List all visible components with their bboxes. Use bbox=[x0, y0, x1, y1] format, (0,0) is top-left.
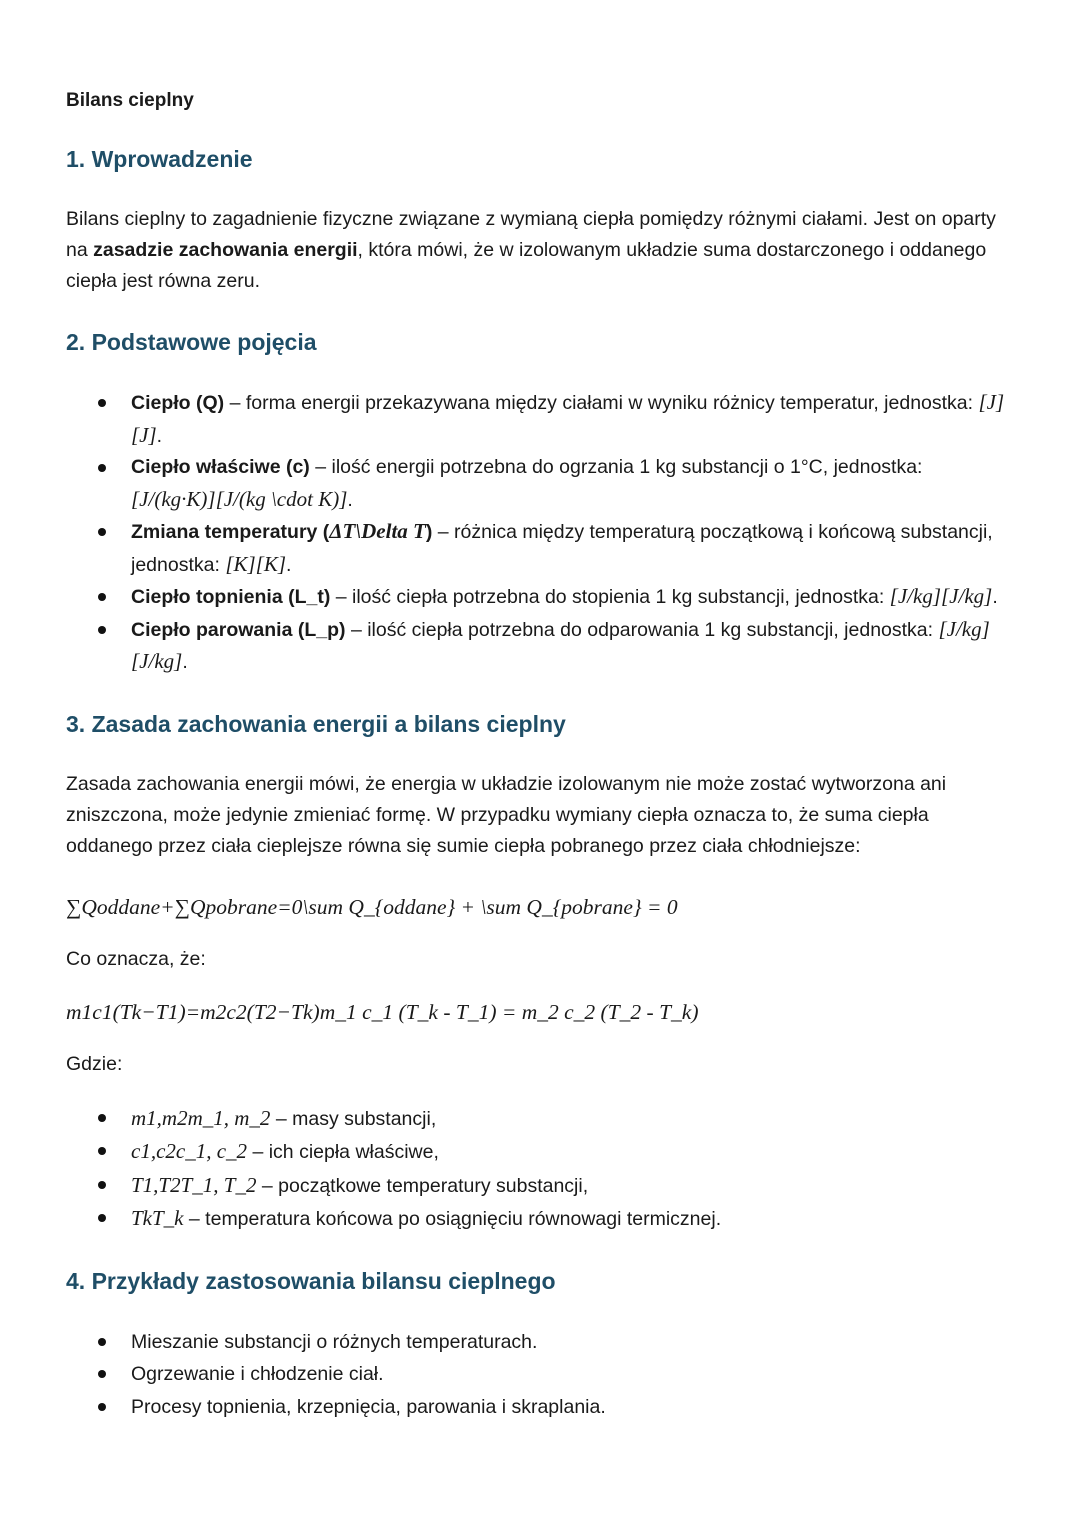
list-item bbox=[131, 387, 1010, 452]
list-item bbox=[131, 1169, 1010, 1203]
equation-sum: ∑Qoddane+∑Qpobrane=0\sum Q_{oddane} + \sum Q_{pobrane} = 0 bbox=[66, 894, 678, 919]
concept-unit: [J][J] bbox=[131, 390, 1005, 447]
section-heading-introduction: 1. Wprowadzenie bbox=[66, 146, 253, 172]
concept-desc: – ilość ciepła potrzebna do odparowania 1 kg substancji, jednostka: bbox=[345, 618, 939, 641]
variables-list bbox=[66, 1102, 1010, 1236]
variable-desc: – początkowe temperatury substancji, bbox=[256, 1174, 589, 1197]
variable-desc: – ich ciepła właściwe, bbox=[247, 1141, 439, 1163]
concept-end: . bbox=[182, 651, 188, 673]
concepts-list bbox=[66, 387, 1010, 679]
section-heading-basic-concepts: 2. Podstawowe pojęcia bbox=[66, 329, 317, 355]
list-item: Ogrzewanie i chłodzenie ciał. bbox=[131, 1358, 1010, 1391]
concept-end: . bbox=[992, 586, 998, 608]
variable-symbol: T1,T2T_1, T_2 bbox=[131, 1172, 257, 1197]
concept-end: . bbox=[347, 488, 353, 511]
list-item: Procesy topnienia, krzepnięcia, parowania i skraplania. bbox=[131, 1391, 1010, 1424]
section-heading-energy-conservation: 3. Zasada zachowania energii a bilans cieplny bbox=[66, 710, 566, 737]
list-item: Mieszanie substancji o różnych temperaturach. bbox=[131, 1326, 1010, 1359]
list-item bbox=[131, 614, 1010, 679]
list-item bbox=[131, 581, 1010, 614]
list-item bbox=[131, 1102, 1010, 1136]
introduction-paragraph bbox=[66, 204, 1010, 297]
energy-paragraph: Zasada zachowania energii mówi, że energia w układzie izolowanym nie może zostać wytworzona ani zniszczona, może jedynie zmieniać formę. W przypadku wymiany ciepła oznacza to, że suma ciepła oddanego przez ciała cieplejsze równa się sumie ciepła pobranego przez ciała chłodniejsze: bbox=[66, 772, 947, 857]
variable-symbol: TkT_k bbox=[131, 1206, 184, 1230]
variable-symbol: c1,c2c_1, c_2 bbox=[131, 1139, 248, 1163]
examples-list bbox=[66, 1326, 1010, 1424]
concept-desc: – ilość ciepła potrzebna do stopienia 1 kg substancji, jednostka: bbox=[330, 586, 890, 608]
concept-term-math: ΔT\Delta T bbox=[329, 519, 426, 543]
list-item bbox=[131, 516, 1010, 581]
concept-unit: [J/kg][J/kg] bbox=[131, 616, 990, 673]
intro-text-b: , która mówi, że w izolowanym układzie suma dostarczonego i oddanego ciepła jest równa zeru. bbox=[66, 239, 987, 292]
where-text: Gdzie: bbox=[66, 1052, 123, 1075]
concept-desc: – ilość energii potrzebna do ogrzania 1 kg substancji o 1°C, jednostka: bbox=[309, 456, 923, 478]
concept-term: Zmiana temperatury ( bbox=[131, 521, 330, 543]
section-heading-examples: 4. Przykłady zastosowania bilansu cieplnego bbox=[66, 1267, 556, 1294]
intro-text-a: Bilans cieplny to zagadnienie fizyczne związane z wymianą ciepła pomiędzy różnymi ciałami. Jest on oparty na bbox=[66, 208, 996, 261]
equation-balance: m1c1(Tk−T1)=m2c2(T2−Tk)m_1 c_1 (T_k - T_1) = m_2 c_2 (T_2 - T_k) bbox=[66, 999, 699, 1024]
concept-unit: [J/(kg·K)][J/(kg \cdot K)] bbox=[131, 486, 348, 511]
intro-text-bold: zasadzie zachowania energii bbox=[93, 239, 358, 261]
concept-end: . bbox=[286, 553, 292, 576]
concept-term: Ciepło właściwe (c) bbox=[131, 456, 310, 478]
list-item bbox=[131, 452, 1010, 516]
concept-term: Ciepło (Q) bbox=[131, 392, 225, 414]
concept-unit: [K][K] bbox=[225, 551, 287, 576]
document-title: Bilans cieplny bbox=[66, 90, 194, 111]
list-item bbox=[131, 1202, 1010, 1236]
concept-term: Ciepło topnienia (L_t) bbox=[131, 586, 331, 608]
list-item bbox=[131, 1135, 1010, 1169]
concept-desc: – różnica między temperaturą początkową i końcową substancji, jednostka: bbox=[131, 521, 993, 576]
concept-term-end: ) bbox=[425, 521, 433, 543]
equation-intro-text: Co oznacza, że: bbox=[66, 947, 206, 970]
variable-desc: – temperatura końcowa po osiągnięciu równowagi termicznej. bbox=[183, 1208, 722, 1230]
concept-unit: [J/kg][J/kg] bbox=[889, 584, 993, 608]
variable-desc: – masy substancji, bbox=[270, 1107, 437, 1130]
concept-term: Ciepło parowania (L_p) bbox=[131, 618, 346, 641]
concept-desc: – forma energii przekazywana między ciałami w wyniku różnicy temperatur, jednostka: bbox=[224, 392, 979, 414]
variable-symbol: m1,m2m_1, m_2 bbox=[131, 1105, 271, 1130]
concept-end: . bbox=[156, 424, 163, 447]
